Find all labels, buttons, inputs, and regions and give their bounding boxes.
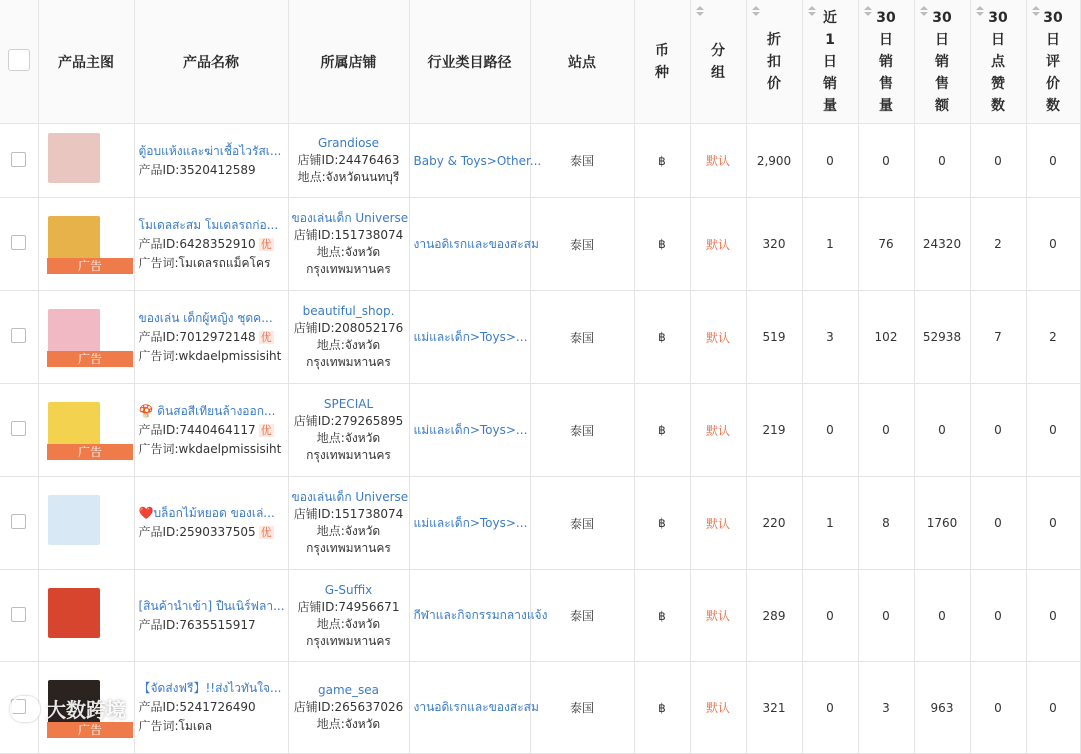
product-image[interactable] bbox=[48, 588, 100, 638]
price-cell: 320 bbox=[746, 198, 802, 291]
col-likes30-label: 30 日 点 赞 数 bbox=[988, 9, 1008, 114]
shop-cell bbox=[288, 198, 409, 291]
currency-cell: ฿ bbox=[634, 124, 690, 198]
group-cell[interactable]: 默认 bbox=[690, 662, 746, 754]
sales-1d-cell: 0 bbox=[802, 662, 858, 754]
category-path-link[interactable]: แม่และเด็ก>Toys>... bbox=[409, 384, 530, 477]
site-cell: 泰国 bbox=[530, 124, 634, 198]
col-image: 产品主图 bbox=[38, 0, 134, 124]
price-cell: 2,900 bbox=[746, 124, 802, 198]
sales-1d-cell: 0 bbox=[802, 124, 858, 198]
product-id: 产品ID:7440464117 bbox=[138, 422, 256, 437]
price-cell: 289 bbox=[746, 570, 802, 662]
row-checkbox[interactable] bbox=[11, 514, 26, 529]
revenue-30d-cell: 0 bbox=[914, 384, 970, 477]
product-id-line bbox=[139, 616, 284, 635]
col-reviews30[interactable] bbox=[1026, 0, 1080, 124]
likes-30d-cell: 0 bbox=[970, 570, 1026, 662]
product-thumbnail[interactable] bbox=[44, 402, 128, 458]
product-title-link[interactable]: 【จัดส่งฟรี】!!ส่งไวทันใจ... bbox=[138, 681, 282, 695]
revenue-30d-cell: 0 bbox=[914, 570, 970, 662]
product-image-cell[interactable] bbox=[38, 570, 134, 662]
site-cell: 泰国 bbox=[530, 570, 634, 662]
row-checkbox[interactable] bbox=[11, 421, 26, 436]
shop-location: 地点:จังหวัด bbox=[316, 431, 381, 445]
product-id: 产品ID:2590337505 bbox=[138, 525, 256, 539]
shop-cell bbox=[288, 384, 409, 477]
product-thumbnail[interactable] bbox=[44, 495, 128, 551]
product-id: 产品ID:7012972148 bbox=[138, 329, 256, 344]
currency-cell: ฿ bbox=[634, 477, 690, 570]
col-category: 行业类目路径 bbox=[409, 0, 530, 124]
sort-caret-icon[interactable] bbox=[807, 6, 817, 20]
product-id: 产品ID:7635515917 bbox=[138, 617, 256, 632]
currency-cell: ฿ bbox=[634, 384, 690, 477]
currency-cell: ฿ bbox=[634, 198, 690, 291]
price-cell: 219 bbox=[746, 384, 802, 477]
sales-1d-cell: 3 bbox=[802, 291, 858, 384]
col-sales30-label: 30 日 销 售 量 bbox=[876, 9, 896, 114]
product-image-cell[interactable] bbox=[38, 477, 134, 570]
shop-name-link[interactable]: ของเล่นเด็ก Universe bbox=[291, 211, 409, 225]
row-checkbox[interactable] bbox=[11, 235, 26, 250]
sort-caret-icon[interactable] bbox=[751, 6, 761, 20]
product-name-cell bbox=[134, 662, 288, 754]
shop-cell bbox=[288, 291, 409, 384]
row-select-cell[interactable] bbox=[0, 198, 38, 291]
row-select-cell[interactable] bbox=[0, 124, 38, 198]
shop-location: 地点:จังหวัด bbox=[316, 245, 381, 259]
sort-caret-icon[interactable] bbox=[1031, 6, 1041, 20]
ad-keyword: 广告词:โมเดล bbox=[138, 719, 213, 733]
shop-id: 店铺ID:74956671 bbox=[297, 599, 400, 614]
shop-location: 地点:จังหวัดนนทบุรี bbox=[297, 170, 400, 184]
product-title-link[interactable]: ตู้อบแห้งและฆ่าเชื้อไวรัสเ... bbox=[138, 143, 282, 158]
table-header-row bbox=[0, 0, 1080, 124]
col-name: 产品名称 bbox=[134, 0, 288, 124]
ad-keyword: 广告词:wkdaelpmissisiht bbox=[138, 348, 282, 363]
group-cell[interactable]: 默认 bbox=[690, 124, 746, 198]
shop-location-city: กรุงเทพมหานคร bbox=[306, 633, 391, 648]
ad-badge: 广告 bbox=[47, 351, 133, 367]
likes-30d-cell: 0 bbox=[970, 124, 1026, 198]
table-row[interactable] bbox=[0, 477, 1080, 570]
table-row[interactable] bbox=[0, 570, 1080, 662]
shop-id: 店铺ID:208052176 bbox=[293, 321, 404, 335]
category-path-link[interactable]: กีฬาและกิจกรรมกลางแจ้ง bbox=[409, 570, 530, 662]
site-cell: 泰国 bbox=[530, 291, 634, 384]
sort-caret-icon[interactable] bbox=[975, 6, 985, 20]
product-name-cell bbox=[134, 124, 288, 198]
table-row[interactable] bbox=[0, 662, 1080, 754]
col-sales1d-label: 近 1 日 销 量 bbox=[823, 9, 837, 114]
site-cell: 泰国 bbox=[530, 198, 634, 291]
row-select-cell[interactable] bbox=[0, 291, 38, 384]
product-thumbnail[interactable] bbox=[44, 588, 128, 644]
group-cell[interactable]: 默认 bbox=[690, 384, 746, 477]
sales-30d-cell: 102 bbox=[858, 291, 914, 384]
likes-30d-cell: 2 bbox=[970, 198, 1026, 291]
category-path-link[interactable]: Baby & Toys>Other... bbox=[409, 124, 530, 198]
product-title-link[interactable]: ❤️บล็อกไม้หยอด ของเล่... bbox=[138, 506, 275, 520]
select-all-checkbox[interactable] bbox=[8, 49, 30, 71]
row-checkbox[interactable] bbox=[11, 328, 26, 343]
col-currency-label: 币 种 bbox=[655, 42, 669, 81]
table-row[interactable] bbox=[0, 124, 1080, 198]
col-reviews30-label: 30 日 评 价 数 bbox=[1043, 9, 1063, 114]
currency-cell: ฿ bbox=[634, 662, 690, 754]
premium-badge: 优 bbox=[260, 526, 272, 539]
shop-name-link[interactable]: G-Suffix bbox=[324, 582, 373, 597]
product-name-cell bbox=[134, 477, 288, 570]
sales-30d-cell: 0 bbox=[858, 384, 914, 477]
product-name-cell bbox=[134, 384, 288, 477]
site-cell: 泰国 bbox=[530, 662, 634, 754]
sales-30d-cell: 8 bbox=[858, 477, 914, 570]
shop-name-link[interactable]: beautiful_shop. bbox=[302, 304, 395, 318]
product-image-cell[interactable] bbox=[38, 198, 134, 291]
shop-location: 地点:จังหวัด bbox=[316, 338, 381, 352]
ad-badge: 广告 bbox=[47, 722, 133, 738]
col-revenue30[interactable] bbox=[914, 0, 970, 124]
row-checkbox[interactable] bbox=[11, 607, 26, 622]
shop-id: 店铺ID:265637026 bbox=[293, 700, 404, 714]
watermark-logo-icon bbox=[10, 696, 40, 722]
row-checkbox[interactable] bbox=[11, 152, 26, 167]
currency-cell: ฿ bbox=[634, 570, 690, 662]
product-name-cell bbox=[134, 570, 288, 662]
reviews-30d-cell: 0 bbox=[1026, 662, 1080, 754]
watermark-text: 大数跨境 bbox=[46, 698, 126, 722]
product-image-cell[interactable] bbox=[38, 384, 134, 477]
reviews-30d-cell: 0 bbox=[1026, 198, 1080, 291]
product-id-line bbox=[139, 523, 284, 542]
shop-cell bbox=[288, 124, 409, 198]
product-id-line bbox=[139, 328, 284, 347]
sales-1d-cell: 1 bbox=[802, 198, 858, 291]
shop-cell bbox=[288, 662, 409, 754]
category-path-link[interactable]: แม่และเด็ก>Toys>... bbox=[409, 477, 530, 570]
shop-location: 地点:จังหวัด bbox=[316, 717, 381, 731]
col-shop: 所属店铺 bbox=[288, 0, 409, 124]
select-all-cell[interactable] bbox=[0, 0, 38, 124]
product-thumbnail[interactable] bbox=[44, 309, 128, 365]
reviews-30d-cell: 0 bbox=[1026, 124, 1080, 198]
price-cell: 321 bbox=[746, 662, 802, 754]
likes-30d-cell: 0 bbox=[970, 384, 1026, 477]
table-body bbox=[0, 124, 1080, 754]
watermark bbox=[10, 694, 126, 723]
revenue-30d-cell: 24320 bbox=[914, 198, 970, 291]
col-revenue30-label: 30 日 销 售 额 bbox=[932, 9, 952, 114]
sales-1d-cell: 1 bbox=[802, 477, 858, 570]
revenue-30d-cell: 963 bbox=[914, 662, 970, 754]
shop-location-city: กรุงเทพมหานคร bbox=[306, 448, 391, 462]
site-cell: 泰国 bbox=[530, 477, 634, 570]
ad-keyword: 广告词:wkdaelpmissisiht bbox=[138, 441, 282, 456]
product-id-line bbox=[139, 161, 284, 180]
product-image[interactable] bbox=[48, 495, 100, 545]
likes-30d-cell: 7 bbox=[970, 291, 1026, 384]
shop-cell bbox=[288, 477, 409, 570]
shop-cell bbox=[288, 570, 409, 662]
col-sales1d[interactable] bbox=[802, 0, 858, 124]
col-price-label: 折 扣 价 bbox=[767, 31, 781, 92]
ad-badge: 广告 bbox=[47, 258, 133, 274]
reviews-30d-cell: 0 bbox=[1026, 384, 1080, 477]
shop-id: 店铺ID:151738074 bbox=[293, 507, 404, 521]
shop-location-city: กรุงเทพมหานคร bbox=[306, 541, 391, 555]
premium-badge: 优 bbox=[260, 423, 272, 437]
product-title-link[interactable]: ของเล่น เด็กผู้หญิง ชุดค... bbox=[138, 310, 273, 325]
table-row[interactable] bbox=[0, 384, 1080, 477]
product-title-link[interactable]: โมเดลสะสม โมเดลรถก่อ... bbox=[138, 217, 279, 232]
revenue-30d-cell: 1760 bbox=[914, 477, 970, 570]
shop-location: 地点:จังหวัด bbox=[316, 616, 381, 631]
group-cell[interactable]: 默认 bbox=[690, 198, 746, 291]
col-group bbox=[690, 0, 746, 124]
reviews-30d-cell: 2 bbox=[1026, 291, 1080, 384]
product-image-cell[interactable] bbox=[38, 291, 134, 384]
premium-badge: 优 bbox=[260, 330, 272, 344]
table-row[interactable] bbox=[0, 198, 1080, 291]
ad-keyword: 广告词:โมเดลรถแม็คโคร bbox=[138, 255, 271, 270]
price-cell: 220 bbox=[746, 477, 802, 570]
col-site: 站点 bbox=[530, 0, 634, 124]
category-path-link[interactable]: งานอดิเรกและของสะสม bbox=[409, 662, 530, 754]
product-name-cell bbox=[134, 198, 288, 291]
col-likes30[interactable] bbox=[970, 0, 1026, 124]
shop-id: 店铺ID:151738074 bbox=[293, 228, 404, 242]
product-id: 产品ID:3520412589 bbox=[138, 162, 256, 177]
product-id: 产品ID:6428352910 bbox=[138, 236, 256, 251]
product-thumbnail[interactable] bbox=[44, 216, 128, 272]
product-id-line bbox=[139, 698, 284, 717]
category-path-link[interactable]: แม่และเด็ก>Toys>... bbox=[409, 291, 530, 384]
product-thumbnail[interactable] bbox=[44, 133, 128, 189]
site-cell: 泰国 bbox=[530, 384, 634, 477]
likes-30d-cell: 0 bbox=[970, 477, 1026, 570]
row-select-cell[interactable] bbox=[0, 570, 38, 662]
sales-30d-cell: 0 bbox=[858, 124, 914, 198]
shop-location-city: กรุงเทพมหานคร bbox=[306, 262, 391, 276]
shop-name-link[interactable]: SPECIAL bbox=[323, 397, 374, 411]
col-group-label: 分 组 bbox=[711, 42, 725, 81]
product-name-cell bbox=[134, 291, 288, 384]
category-path-link[interactable]: งานอดิเรกและของสะสม bbox=[409, 198, 530, 291]
product-image[interactable] bbox=[48, 133, 100, 183]
product-title-link[interactable]: [สินค้านำเข้า] ปืนเนิร์ฟลา... bbox=[138, 598, 285, 613]
likes-30d-cell: 0 bbox=[970, 662, 1026, 754]
sort-caret-icon[interactable] bbox=[919, 6, 929, 20]
sales-30d-cell: 76 bbox=[858, 198, 914, 291]
product-title-link[interactable]: 🍄 ดินสอสีเทียนล้างออก... bbox=[138, 403, 276, 418]
col-price[interactable] bbox=[746, 0, 802, 124]
product-image-cell[interactable] bbox=[38, 124, 134, 198]
reviews-30d-cell: 0 bbox=[1026, 570, 1080, 662]
sales-30d-cell: 3 bbox=[858, 662, 914, 754]
sales-1d-cell: 0 bbox=[802, 570, 858, 662]
reviews-30d-cell: 0 bbox=[1026, 477, 1080, 570]
row-select-cell[interactable] bbox=[0, 477, 38, 570]
row-select-cell[interactable] bbox=[0, 384, 38, 477]
col-currency bbox=[634, 0, 690, 124]
product-id: 产品ID:5241726490 bbox=[138, 700, 256, 714]
revenue-30d-cell: 0 bbox=[914, 124, 970, 198]
group-cell[interactable]: 默认 bbox=[690, 477, 746, 570]
sort-caret-icon[interactable] bbox=[863, 6, 873, 20]
sort-caret-icon[interactable] bbox=[695, 6, 705, 20]
ad-badge: 广告 bbox=[47, 444, 133, 460]
shop-name-link[interactable]: ของเล่นเด็ก Universe bbox=[291, 490, 409, 504]
sales-30d-cell: 0 bbox=[858, 570, 914, 662]
table-row[interactable] bbox=[0, 291, 1080, 384]
price-cell: 519 bbox=[746, 291, 802, 384]
sales-1d-cell: 0 bbox=[802, 384, 858, 477]
shop-name-link[interactable]: game_sea bbox=[317, 683, 380, 697]
group-cell[interactable]: 默认 bbox=[690, 291, 746, 384]
shop-id: 店铺ID:279265895 bbox=[293, 414, 404, 428]
product-id-line bbox=[139, 235, 284, 254]
premium-badge: 优 bbox=[260, 237, 272, 251]
revenue-30d-cell: 52938 bbox=[914, 291, 970, 384]
product-id-line bbox=[139, 421, 284, 440]
shop-location: 地点:จังหวัด bbox=[316, 524, 381, 538]
col-sales30[interactable] bbox=[858, 0, 914, 124]
group-cell[interactable]: 默认 bbox=[690, 570, 746, 662]
shop-id: 店铺ID:24476463 bbox=[297, 153, 400, 167]
shop-location-city: กรุงเทพมหานคร bbox=[306, 355, 391, 369]
currency-cell: ฿ bbox=[634, 291, 690, 384]
shop-name-link[interactable]: Grandiose bbox=[317, 136, 380, 150]
